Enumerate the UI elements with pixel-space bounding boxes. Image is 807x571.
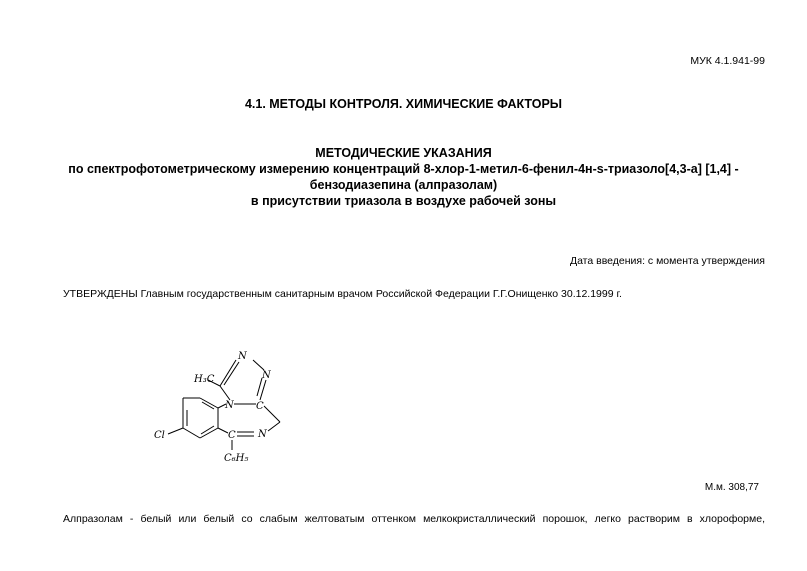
atom-label-chlorine: Cl [154,430,165,441]
document-title-line-1: МЕТОДИЧЕСКИЕ УКАЗАНИЯ [315,146,492,160]
bond [183,428,200,438]
bond [218,428,228,433]
atom-label-n-top: N [238,351,247,362]
atom-label-phenyl: C₆H₅ [224,453,249,464]
body-paragraph-line-1: Алпразолам - белый или белый со слабым желтоватым оттенком мелкокристаллический порошок, легко растворим в хлороформе, [63,513,765,525]
document-code: МУК 4.1.941-99 [690,55,765,67]
bond [253,360,264,370]
double-bond [224,362,239,385]
molar-mass: М.м. 308,77 [704,482,759,493]
double-bond [201,426,214,434]
atom-label-n-imine: N [258,429,267,440]
atom-label-n-right: N [262,370,271,381]
approval-statement: УТВЕРЖДЕНЫ Главным государственным санитарным врачом Российской Федерации Г.Г.Онищенко 30.12.1999 г. [63,288,622,300]
bond [168,428,183,434]
double-bond [202,402,214,409]
bond [220,360,236,386]
bond [220,386,230,400]
introduction-date: Дата введения: с момента утверждения [569,255,765,267]
atom-label-c-triazole: C [256,401,264,412]
atom-label-n-ring: N [225,400,234,411]
document-title-line-4: в присутствии триазола в воздухе рабочей зоны [250,194,557,208]
atom-label-c-imine: C [228,430,236,441]
atom-label-methyl: H₃C [194,374,215,385]
section-title: 4.1. МЕТОДЫ КОНТРОЛЯ. ХИМИЧЕСКИЕ ФАКТОРЫ [244,97,563,111]
bond [268,422,280,431]
bond [264,406,280,422]
document-title-line-2: по спектрофотометрическому измерению концентраций 8-хлор-1-метил-6-фенил-4н-s-триазоло[4,3-а] [1,4] - [68,162,739,176]
document-title [0,145,807,209]
structural-formula [150,340,300,470]
document-title-line-3: бензодиазепина (алпразолам) [309,178,498,192]
